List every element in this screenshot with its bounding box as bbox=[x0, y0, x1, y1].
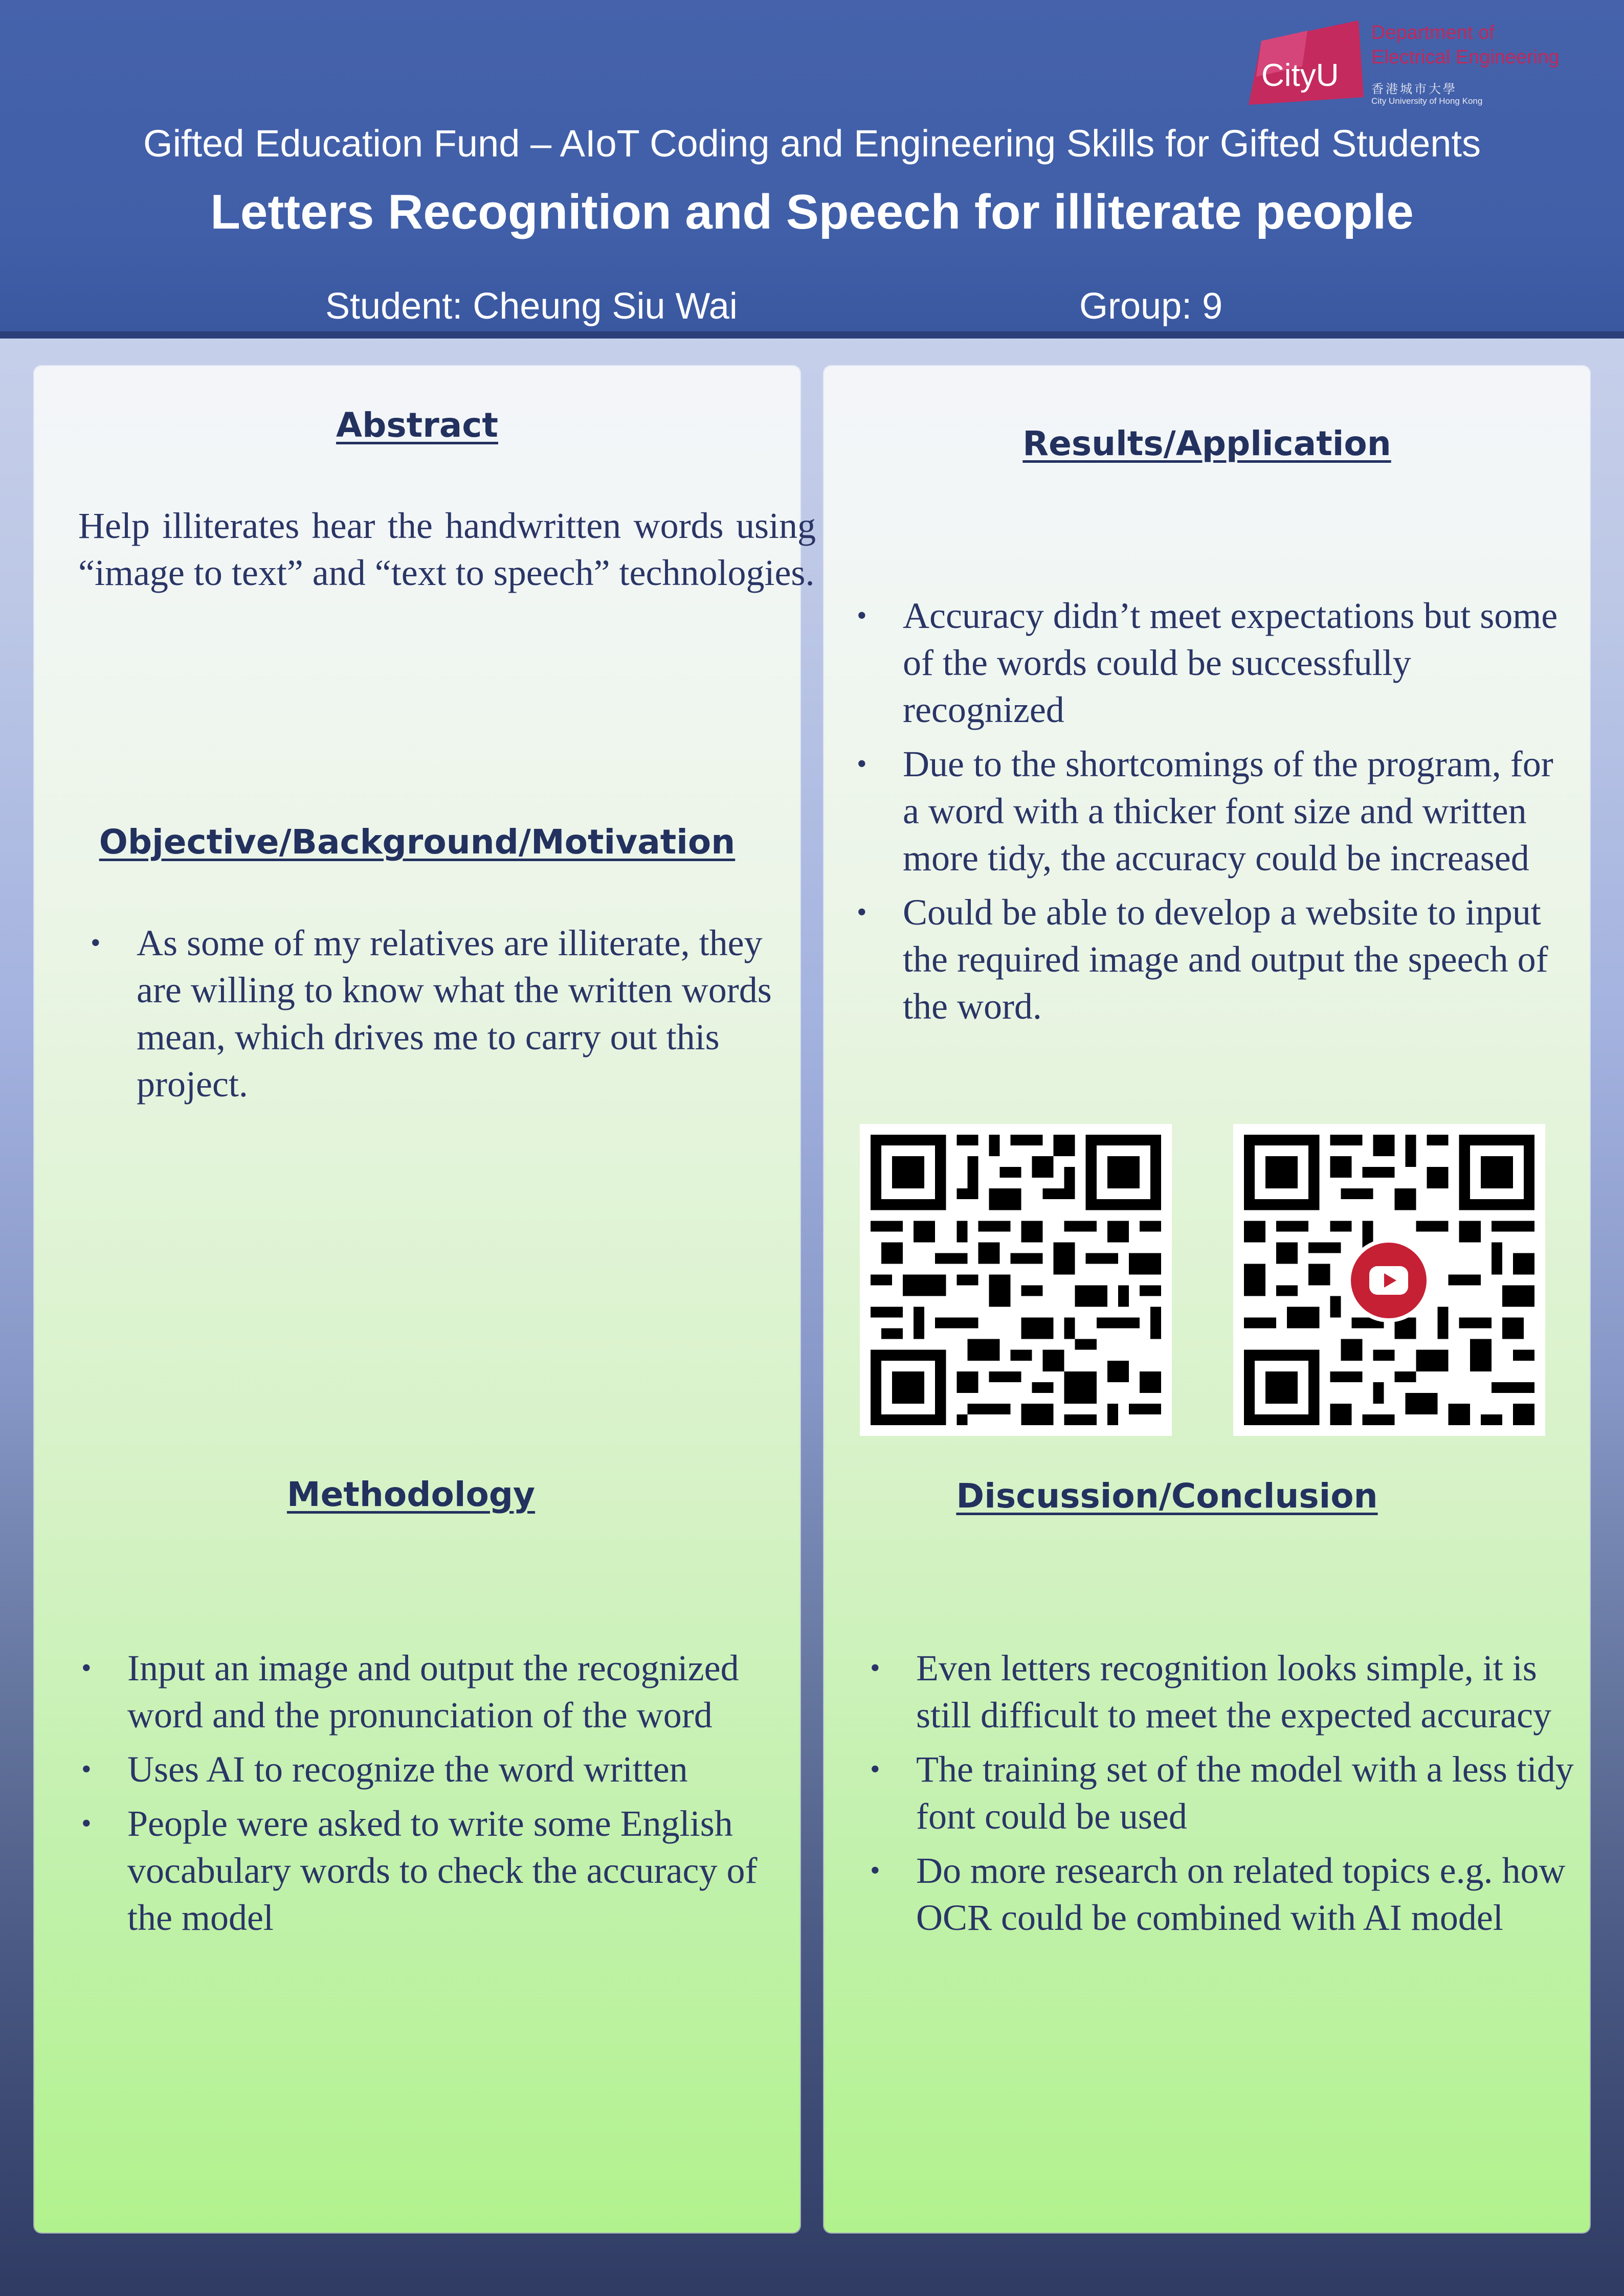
poster-header bbox=[0, 0, 1624, 339]
discussion-heading: Discussion/Conclusion bbox=[956, 1476, 1378, 1516]
methodology-heading: Methodology bbox=[286, 1475, 536, 1514]
bullet-dot: • bbox=[857, 896, 867, 928]
left-panel bbox=[34, 366, 816, 2233]
list-item: • As some of my relatives are illiterate, they are willing to know what the written words mean, which drives me to carry out this project. bbox=[87, 919, 788, 1108]
bullet-dot: • bbox=[81, 1652, 92, 1684]
results-heading: Results/Application bbox=[1022, 424, 1391, 463]
university-chinese-name: 香港城市大學 bbox=[1371, 82, 1457, 96]
youtube-play-icon bbox=[1351, 1243, 1427, 1318]
department-name: Department of Electrical Engineering bbox=[1371, 22, 1560, 68]
bullet-dot: • bbox=[870, 1855, 880, 1886]
university-english-name: City University of Hong Kong bbox=[1371, 96, 1483, 106]
svg-text:CityU: CityU bbox=[1261, 58, 1339, 93]
student-name: Student: Cheung Siu Wai bbox=[325, 286, 738, 327]
bullet-dot: • bbox=[857, 748, 867, 780]
cityu-logo-icon bbox=[1246, 20, 1369, 112]
list-item: • Accuracy didn’t meet expectations but some of the words could be successfully recognized bbox=[854, 592, 1570, 733]
poster-title: Letters Recognition and Speech for illiterate people bbox=[210, 185, 1414, 239]
program-subtitle: Gifted Education Fund – AIoT Coding and Engineering Skills for Gifted Students bbox=[143, 122, 1481, 165]
list-item: • Input an image and output the recognized word and the pronunciation of the word bbox=[78, 1645, 789, 1739]
qr-code-icon bbox=[860, 1124, 1172, 1436]
bullet-dot: • bbox=[857, 600, 867, 632]
methodology-list bbox=[78, 1645, 789, 1948]
discussion-list bbox=[867, 1645, 1583, 1948]
list-item: • Do more research on related topics e.g. how OCR could be combined with AI model bbox=[867, 1847, 1583, 1941]
right-panel bbox=[824, 366, 1590, 2233]
list-item: • People were asked to write some English vocabulary words to check the accuracy of the model bbox=[78, 1800, 789, 1941]
group-number: Group: 9 bbox=[1079, 286, 1223, 327]
bullet-dot: • bbox=[81, 1808, 92, 1839]
qr-code-left[interactable] bbox=[860, 1124, 1172, 1436]
bullet-dot: • bbox=[81, 1753, 92, 1785]
objective-list bbox=[87, 919, 788, 1115]
results-list bbox=[854, 592, 1570, 1037]
list-item: • Even letters recognition looks simple, it is still difficult to meet the expected accuracy bbox=[867, 1645, 1583, 1739]
bullet-dot: • bbox=[870, 1652, 880, 1684]
bullet-dot: • bbox=[870, 1753, 880, 1785]
cityu-logo bbox=[1246, 20, 1560, 112]
bullet-dot: • bbox=[91, 927, 101, 959]
abstract-heading: Abstract bbox=[336, 406, 498, 445]
abstract-text: Help illiterates hear the handwritten words using “image to text” and “text to speech” technologies. bbox=[78, 505, 816, 593]
list-item: • The training set of the model with a less tidy font could be used bbox=[867, 1746, 1583, 1840]
list-item: • Due to the shortcomings of the program, for a word with a thicker font size and written more tidy, the accuracy could be increased bbox=[854, 740, 1570, 882]
list-item: • Uses AI to recognize the word written bbox=[78, 1746, 789, 1793]
qr-code-right[interactable] bbox=[1233, 1124, 1545, 1436]
list-item: • Could be able to develop a website to input the required image and output the speech of the word. bbox=[854, 889, 1570, 1030]
objective-heading: Objective/Background/Motivation bbox=[99, 822, 736, 862]
